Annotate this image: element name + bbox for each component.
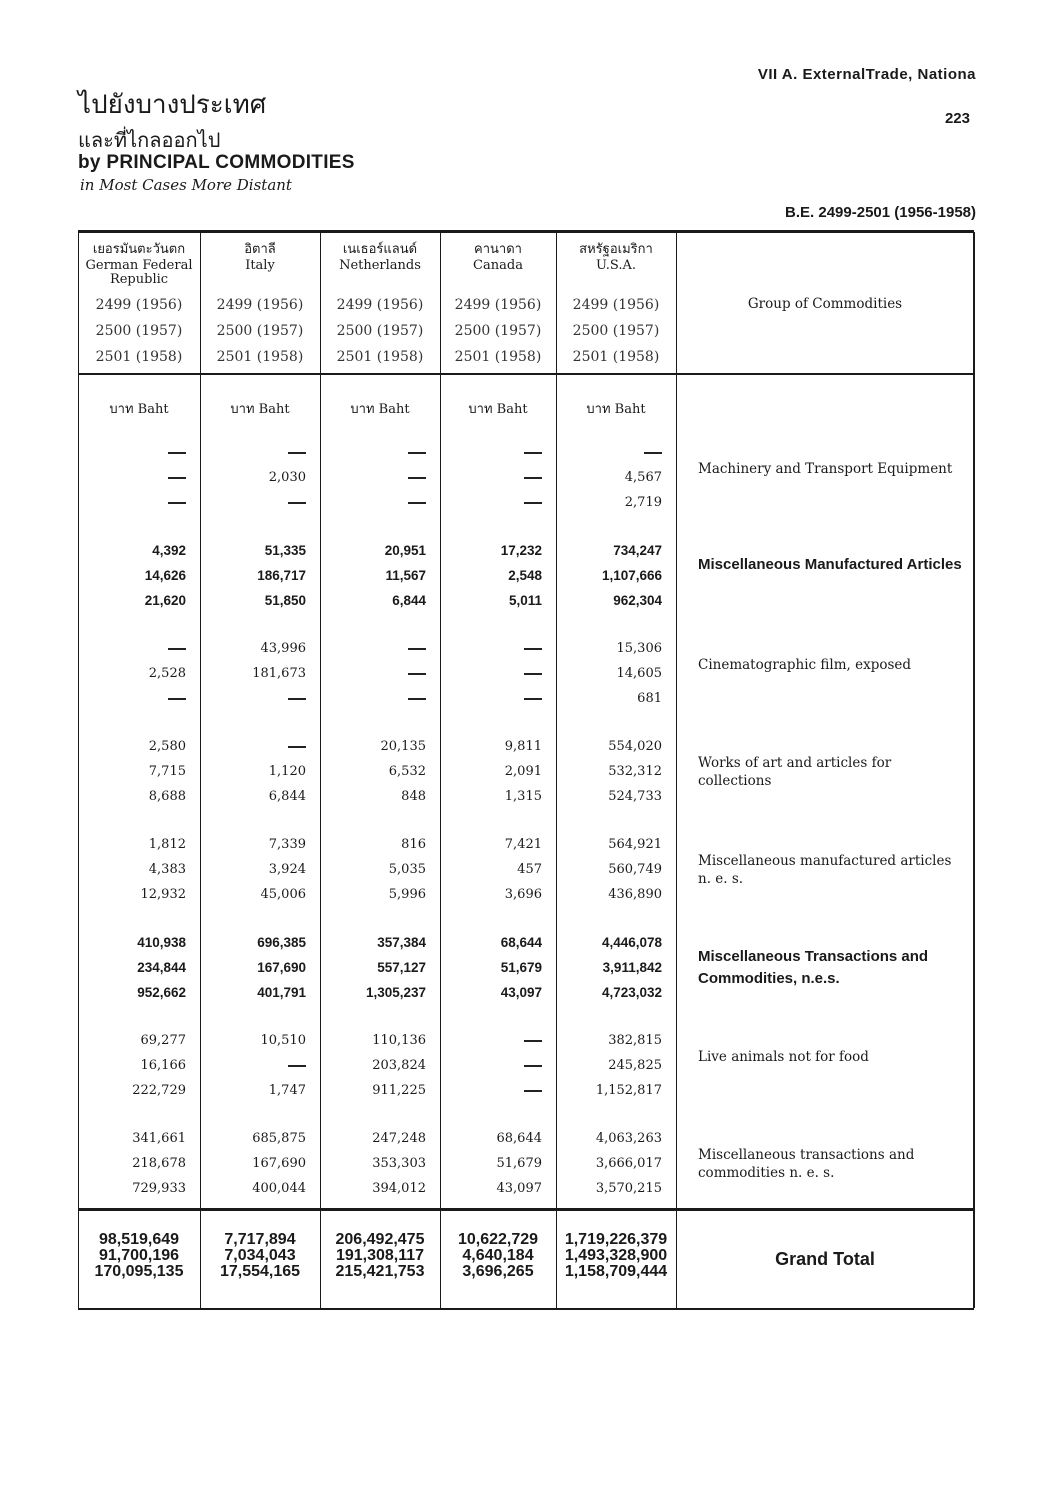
table-cell: 43,097 — [500, 985, 542, 1000]
table-cell: 247,248 — [372, 1131, 426, 1146]
grand-total-cell: 98,519,649 — [98, 1231, 180, 1248]
table-cell: 341,661 — [132, 1131, 186, 1146]
year-label: 2501 (1958) — [336, 349, 424, 365]
table-cell: 1,747 — [268, 1083, 306, 1098]
column-header-en: Canada — [473, 258, 523, 273]
table-cell: 51,679 — [496, 1156, 542, 1171]
table-cell: 17,232 — [500, 543, 542, 558]
dash-cell — [320, 686, 426, 711]
unit-label: บาท Baht — [109, 402, 169, 417]
year-label: 2499 (1956) — [336, 297, 424, 313]
dash-icon — [408, 452, 426, 454]
dash-icon — [288, 698, 306, 700]
dash-cell — [78, 636, 186, 661]
table-cell: 401,791 — [257, 985, 306, 1000]
table-cell: 186,717 — [257, 568, 306, 583]
year-list — [320, 292, 440, 370]
commodity-label: Live animals not for food — [698, 1049, 869, 1065]
table-cell: 16,166 — [140, 1058, 186, 1073]
table-cell: 6,532 — [388, 764, 426, 779]
column-header-thai: สหรัฐอเมริกา — [579, 242, 653, 257]
commodity-label: Miscellaneous Transactions and Commodities, n.e.s. — [698, 948, 929, 987]
table-cell: 20,135 — [380, 739, 426, 754]
year-list — [78, 292, 200, 370]
table-cell: 681 — [637, 691, 662, 706]
dash-icon — [524, 1040, 542, 1042]
dash-icon — [408, 673, 426, 675]
dash-icon — [524, 698, 542, 700]
dash-icon — [288, 746, 306, 748]
table-cell: 554,020 — [608, 739, 662, 754]
dash-icon — [524, 1065, 542, 1067]
grand-total-cell: 1,493,328,900 — [564, 1247, 668, 1264]
year-label: 2500 (1957) — [216, 323, 304, 339]
title-en: by PRINCIPAL COMMODITIES — [78, 152, 355, 173]
unit-label: บาท Baht — [586, 402, 646, 417]
column-header — [440, 238, 556, 273]
table-cell: 2,528 — [148, 666, 186, 681]
column-header — [320, 238, 440, 273]
dash-icon — [288, 452, 306, 454]
dash-icon — [524, 477, 542, 479]
table-cell: 69,277 — [140, 1033, 186, 1048]
dash-cell — [320, 661, 426, 686]
title-thai-line1: ไปยังบางประเทศ — [78, 90, 267, 120]
grand-total-cell: 215,421,753 — [335, 1263, 425, 1280]
dash-cell — [200, 440, 306, 465]
table-cell: 952,662 — [137, 985, 186, 1000]
table-cell: 400,044 — [252, 1181, 306, 1196]
group-of-commodities-header: Group of Commodities — [747, 296, 903, 312]
table-cell: 4,567 — [624, 470, 662, 485]
commodity-label: Works of art and articles for collections — [698, 755, 892, 789]
dash-icon — [288, 502, 306, 504]
table-cell: 3,666,017 — [595, 1156, 662, 1171]
dash-icon — [168, 452, 186, 454]
dash-cell — [200, 686, 306, 711]
table-cell: 167,690 — [257, 960, 306, 975]
year-label: 2500 (1957) — [336, 323, 424, 339]
dash-icon — [524, 452, 542, 454]
page-number: 223 — [944, 110, 970, 127]
grand-total-cell: 91,700,196 — [98, 1247, 180, 1264]
year-label: 2500 (1957) — [454, 323, 542, 339]
grand-total-cell: 1,719,226,379 — [564, 1231, 668, 1248]
grand-total-cell: 191,308,117 — [335, 1247, 425, 1264]
table-cell: 1,305,237 — [365, 985, 426, 1000]
table-cell: 51,679 — [500, 960, 542, 975]
table-cell: 68,644 — [496, 1131, 542, 1146]
table-cell: 4,446,078 — [601, 935, 662, 950]
table-cell: 685,875 — [252, 1131, 306, 1146]
column-header — [556, 238, 676, 273]
table-cell: 51,850 — [264, 593, 306, 608]
table-cell: 14,626 — [144, 568, 186, 583]
column-divider — [676, 232, 677, 1308]
table-cell: 3,570,215 — [595, 1181, 662, 1196]
year-list — [200, 292, 320, 370]
column-divider — [973, 232, 975, 1308]
grand-total-cell: 7,717,894 — [224, 1231, 296, 1248]
table-cell: 167,690 — [252, 1156, 306, 1171]
table-cell: 15,306 — [616, 641, 662, 656]
dash-cell — [556, 440, 662, 465]
dash-cell — [320, 636, 426, 661]
table-cell: 203,824 — [372, 1058, 426, 1073]
table-cell: 357,384 — [377, 935, 426, 950]
dash-cell — [440, 440, 542, 465]
dash-cell — [440, 686, 542, 711]
table-cell: 1,107,666 — [601, 568, 662, 583]
dash-cell — [78, 686, 186, 711]
column-header-en: Netherlands — [339, 258, 421, 273]
year-label: 2499 (1956) — [95, 297, 183, 313]
table-cell: 21,620 — [144, 593, 186, 608]
table-cell: 20,951 — [384, 543, 426, 558]
subtitle-en: in Most Cases More Distant — [80, 176, 292, 194]
column-header-en: German Federal Republic — [85, 258, 193, 287]
dash-cell — [200, 734, 306, 759]
dash-icon — [524, 673, 542, 675]
table-cell: 3,696 — [504, 887, 542, 902]
commodity-label: Cinematographic film, exposed — [698, 657, 912, 673]
dash-icon — [168, 502, 186, 504]
table-cell: 218,678 — [132, 1156, 186, 1171]
table-cell: 2,091 — [504, 764, 542, 779]
table-cell: 2,580 — [148, 739, 186, 754]
dash-cell — [320, 440, 426, 465]
table-cell: 9,811 — [504, 739, 542, 754]
dash-cell — [440, 1078, 542, 1103]
table-cell: 2,548 — [508, 568, 542, 583]
table-cell: 5,035 — [388, 862, 426, 877]
unit-label: บาท Baht — [230, 402, 290, 417]
year-label: 2499 (1956) — [454, 297, 542, 313]
table-cell: 557,127 — [377, 960, 426, 975]
table-cell: 848 — [401, 789, 426, 804]
dash-cell — [78, 490, 186, 515]
table-cell: 560,749 — [608, 862, 662, 877]
table-cell: 1,120 — [268, 764, 306, 779]
year-label: 2500 (1957) — [572, 323, 660, 339]
header-bottom-rule — [78, 373, 974, 375]
dash-icon — [524, 648, 542, 650]
period-label: B.E. 2499-2501 (1956-1958) — [785, 204, 976, 221]
dash-icon — [168, 477, 186, 479]
table-cell: 181,673 — [252, 666, 306, 681]
year-label: 2501 (1958) — [95, 349, 183, 365]
dash-cell — [320, 490, 426, 515]
dash-icon — [168, 648, 186, 650]
table-cell: 110,136 — [372, 1033, 426, 1048]
column-header-thai: อิตาลี — [244, 242, 276, 257]
table-cell: 4,392 — [152, 543, 186, 558]
table-cell: 1,315 — [504, 789, 542, 804]
commodity-label: Miscellaneous Manufactured Articles — [698, 556, 962, 573]
table-cell: 353,303 — [372, 1156, 426, 1171]
table-cell: 3,924 — [268, 862, 306, 877]
table-cell: 3,911,842 — [602, 960, 662, 975]
table-cell: 436,890 — [608, 887, 662, 902]
dash-cell — [440, 636, 542, 661]
year-label: 2501 (1958) — [454, 349, 542, 365]
table-cell: 532,312 — [608, 764, 662, 779]
dash-icon — [408, 698, 426, 700]
year-label: 2501 (1958) — [216, 349, 304, 365]
grand-total-cell: 7,034,043 — [224, 1247, 296, 1264]
table-cell: 696,385 — [257, 935, 306, 950]
commodity-table — [78, 230, 974, 1310]
table-cell: 12,932 — [140, 887, 186, 902]
table-cell: 68,644 — [500, 935, 542, 950]
grand-total-cell: 3,696,265 — [462, 1263, 534, 1280]
year-list — [556, 292, 676, 370]
table-cell: 394,012 — [372, 1181, 426, 1196]
table-cell: 6,844 — [392, 593, 426, 608]
dash-cell — [200, 1053, 306, 1078]
table-cell: 45,006 — [260, 887, 306, 902]
commodity-label: Miscellaneous manufactured articles n. e. s. — [698, 853, 952, 887]
column-header-en: Italy — [245, 258, 275, 273]
table-cell: 1,812 — [148, 837, 186, 852]
table-cell: 222,729 — [132, 1083, 186, 1098]
table-cell: 729,933 — [132, 1181, 186, 1196]
table-cell: 51,335 — [264, 543, 306, 558]
grand-total-cell: 170,095,135 — [94, 1263, 184, 1280]
table-cell: 7,421 — [504, 837, 542, 852]
table-cell: 816 — [401, 837, 426, 852]
column-header-thai: เยอรมันตะวันตก — [92, 242, 186, 257]
table-cell: 911,225 — [372, 1083, 426, 1098]
table-cell: 10,510 — [260, 1033, 306, 1048]
table-cell: 5,996 — [388, 887, 426, 902]
column-header-en: U.S.A. — [596, 258, 636, 273]
table-cell: 5,011 — [508, 593, 542, 608]
year-label: 2499 (1956) — [572, 297, 660, 313]
unit-label: บาท Baht — [350, 402, 410, 417]
table-cell: 14,605 — [616, 666, 662, 681]
grand-total-label: Grand Total — [775, 1249, 875, 1269]
commodity-label: Miscellaneous transactions and commodities n. e. s. — [698, 1147, 915, 1181]
dash-icon — [524, 1090, 542, 1092]
dash-cell — [200, 490, 306, 515]
column-header — [200, 238, 320, 273]
table-bottom-rule — [78, 1308, 974, 1310]
column-header-thai: คานาดา — [474, 242, 522, 257]
section-title: VII A. ExternalTrade, Nationa — [757, 66, 976, 83]
grand-total-rule — [78, 1208, 974, 1211]
table-cell: 4,383 — [148, 862, 186, 877]
dash-cell — [78, 465, 186, 490]
dash-cell — [440, 490, 542, 515]
table-cell: 11,567 — [385, 568, 426, 583]
commodity-label: Machinery and Transport Equipment — [698, 461, 953, 477]
dash-cell — [440, 465, 542, 490]
dash-cell — [320, 465, 426, 490]
dash-icon — [524, 502, 542, 504]
table-cell: 1,152,817 — [595, 1083, 662, 1098]
table-cell: 4,063,263 — [595, 1131, 662, 1146]
dash-icon — [168, 698, 186, 700]
table-cell: 734,247 — [613, 543, 662, 558]
dash-icon — [288, 1065, 306, 1067]
grand-total-cell: 17,554,165 — [219, 1263, 301, 1280]
grand-total-cell: 4,640,184 — [462, 1247, 534, 1264]
dash-icon — [408, 648, 426, 650]
dash-icon — [644, 452, 662, 454]
table-cell: 8,688 — [148, 789, 186, 804]
dash-cell — [440, 1053, 542, 1078]
table-cell: 245,825 — [608, 1058, 662, 1073]
grand-total-cell: 10,622,729 — [457, 1231, 539, 1248]
year-label: 2501 (1958) — [572, 349, 660, 365]
table-cell: 43,097 — [496, 1181, 542, 1196]
dash-icon — [408, 502, 426, 504]
dash-icon — [408, 477, 426, 479]
table-cell: 382,815 — [608, 1033, 662, 1048]
year-label: 2499 (1956) — [216, 297, 304, 313]
year-list — [440, 292, 556, 370]
grand-total-cell: 206,492,475 — [335, 1231, 425, 1248]
grand-total-cell: 1,158,709,444 — [564, 1263, 668, 1280]
dash-cell — [440, 1028, 542, 1053]
table-cell: 962,304 — [613, 593, 662, 608]
table-cell: 6,844 — [268, 789, 306, 804]
table-cell: 7,339 — [268, 837, 306, 852]
dash-cell — [78, 440, 186, 465]
table-cell: 410,938 — [137, 935, 186, 950]
table-cell: 2,030 — [268, 470, 306, 485]
title-thai-line2: และที่ไกลออกไป — [78, 128, 221, 152]
table-cell: 564,921 — [608, 837, 662, 852]
table-cell: 524,733 — [608, 789, 662, 804]
year-label: 2500 (1957) — [95, 323, 183, 339]
table-cell: 234,844 — [137, 960, 186, 975]
table-cell: 4,723,032 — [601, 985, 662, 1000]
column-header — [78, 238, 200, 287]
dash-cell — [440, 661, 542, 686]
table-cell: 457 — [517, 862, 542, 877]
table-top-rule — [78, 230, 974, 233]
unit-label: บาท Baht — [468, 402, 528, 417]
table-cell: 2,719 — [624, 495, 662, 510]
table-cell: 43,996 — [260, 641, 306, 656]
column-header-thai: เนเธอร์แลนด์ — [342, 242, 418, 257]
table-cell: 7,715 — [148, 764, 186, 779]
